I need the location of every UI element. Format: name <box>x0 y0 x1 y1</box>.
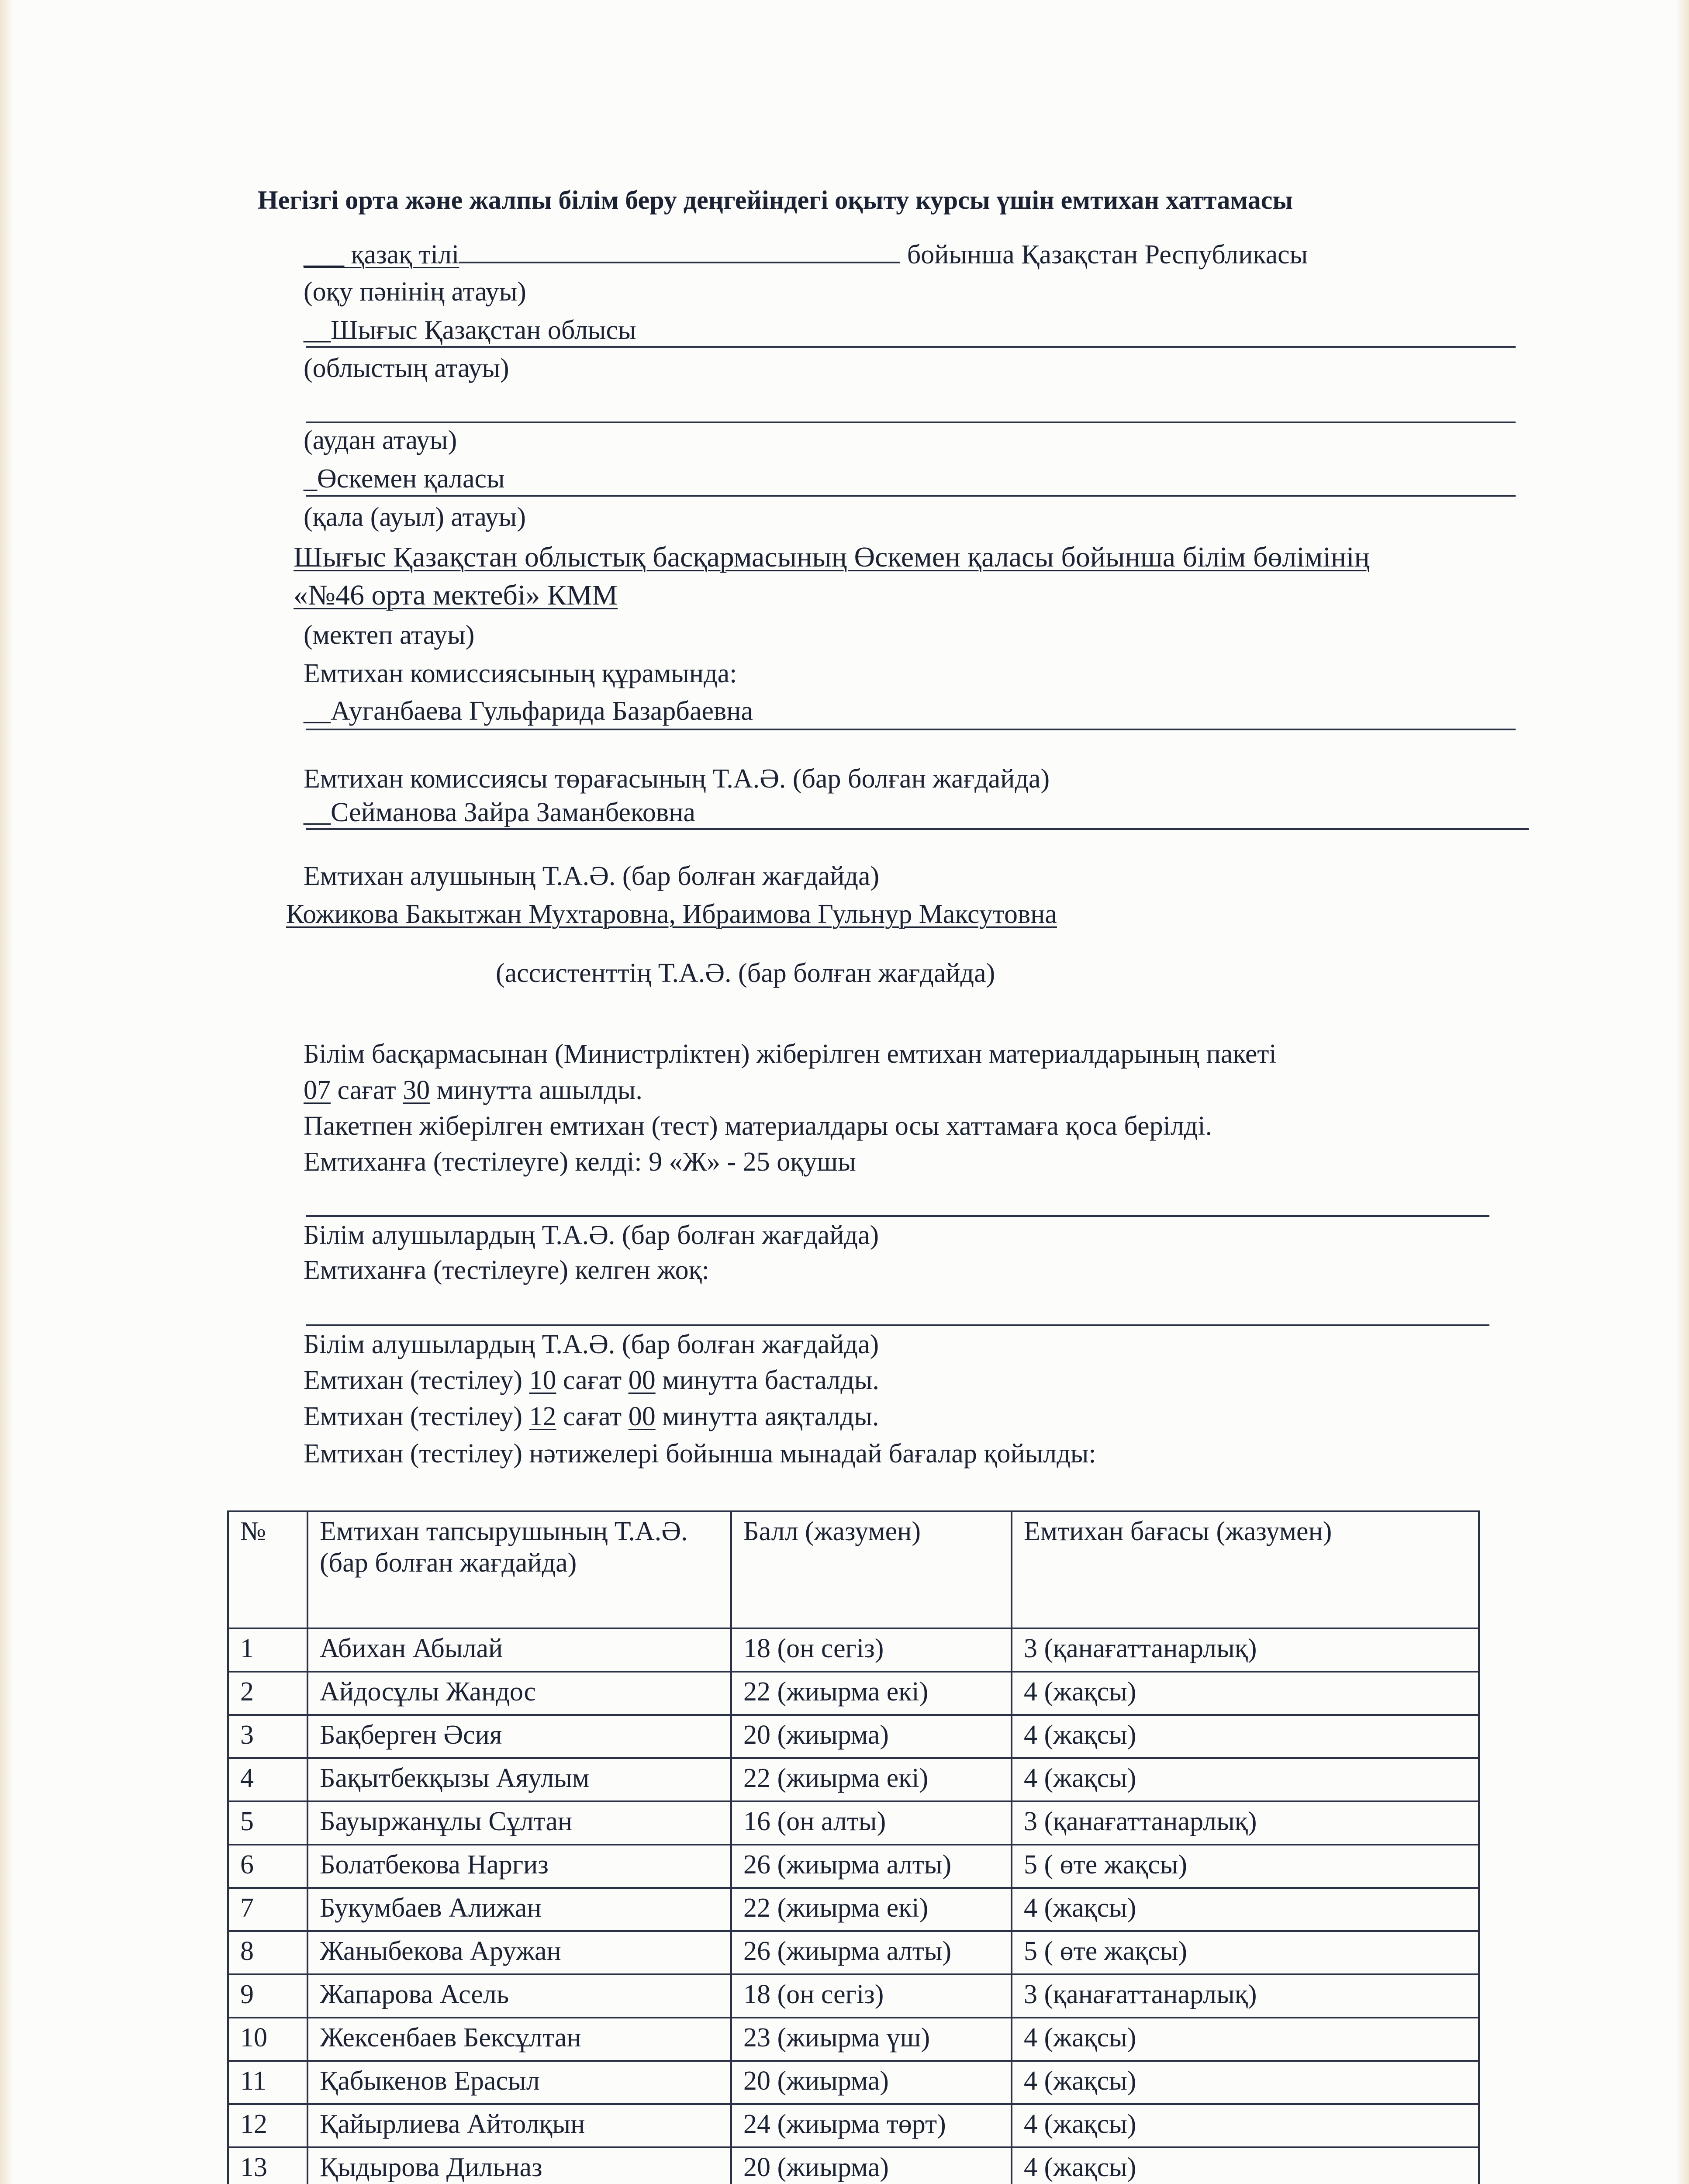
subject-suffix: бойынша Қазақстан Республикасы <box>907 240 1308 270</box>
score-text: 18 (он сегіз) <box>731 1628 1012 1672</box>
table-row <box>228 1628 1479 1672</box>
student-name: Болатбекова Наргиз <box>307 1845 731 1888</box>
row-number: 10 <box>228 2018 307 2061</box>
header-grade: Емтихан бағасы (жазумен) <box>1012 1511 1479 1628</box>
score-text: 23 (жиырма үш) <box>731 2018 1012 2061</box>
district-rule <box>306 422 1516 423</box>
end-line <box>304 1400 879 1433</box>
end-suffix: минутта аяқталды. <box>655 1402 879 1431</box>
student-name: Айдосұлы Жандос <box>307 1672 731 1715</box>
subject-value: қазақ тілі <box>351 240 459 270</box>
examiner-names: Кожикова Бакытжан Мухтаровна, Ибраимова Гульнур Максутовна <box>286 899 1057 929</box>
table-row <box>228 2061 1479 2104</box>
grades-body <box>228 1628 1479 2184</box>
grades-table <box>227 1510 1480 2184</box>
subject-prefix: ___ <box>304 240 351 270</box>
start-minute: 00 <box>628 1365 656 1395</box>
student-name: Жаныбекова Аружан <box>307 1931 731 1974</box>
chair-rule <box>306 828 1529 830</box>
student-name: Бақберген Әсия <box>307 1715 731 1758</box>
chair-label: Емтихан комиссиясы төрағасының Т.А.Ә. (бар болған жағдайда) <box>304 764 1050 794</box>
student-name: Бақытбекқызы Аяулым <box>307 1758 731 1801</box>
region-value: __Шығыс Қазақстан облысы <box>304 315 636 345</box>
table-row <box>228 1845 1479 1888</box>
header-name: Емтихан тапсырушының Т.А.Ә. (бар болған жағдайда) <box>307 1511 731 1628</box>
row-number: 7 <box>228 1888 307 1931</box>
score-text: 22 (жиырма екі) <box>731 1672 1012 1715</box>
row-number: 8 <box>228 1931 307 1974</box>
city-rule <box>306 495 1516 497</box>
school-name-line1: Шығыс Қазақстан облыстық басқармасының Өскемен қаласы бойынша білім бөлімінің <box>294 541 1370 573</box>
start-suffix: минутта басталды. <box>655 1365 879 1395</box>
score-text: 24 (жиырма төрт) <box>731 2104 1012 2147</box>
grade-text: 3 (қанағаттанарлық) <box>1012 1801 1479 1845</box>
subject-blank <box>459 262 900 263</box>
student-name: Бауыржанұлы Сұлтан <box>307 1801 731 1845</box>
commission-members: __Ауганбаева Гульфарида Базарбаевна <box>304 696 753 726</box>
grade-text: 4 (жақсы) <box>1012 1888 1479 1931</box>
score-text: 18 (он сегіз) <box>731 1974 1012 2018</box>
city-caption: (қала (ауыл) атауы) <box>304 502 526 532</box>
row-number: 5 <box>228 1801 307 1845</box>
school-caption: (мектеп атауы) <box>304 620 475 650</box>
score-text: 16 (он алты) <box>731 1801 1012 1845</box>
table-header-row <box>228 1511 1479 1628</box>
row-number: 11 <box>228 2061 307 2104</box>
attendees-caption: Білім алушылардың Т.А.Ә. (бар болған жағдайда) <box>304 1220 879 1250</box>
city-value: _Өскемен қаласы <box>304 464 505 494</box>
subject-caption: (оқу пәнінің атауы) <box>304 277 526 307</box>
student-name: Қабыкенов Ерасыл <box>307 2061 731 2104</box>
start-mid: сағат <box>556 1365 629 1395</box>
table-row <box>228 1672 1479 1715</box>
student-name: Жапарова Асель <box>307 1974 731 2018</box>
region-caption: (облыстың атауы) <box>304 353 509 383</box>
table-row <box>228 1931 1479 1974</box>
header-score: Балл (жазумен) <box>731 1511 1012 1628</box>
student-name: Қайырлиева Айтолқын <box>307 2104 731 2147</box>
score-text: 22 (жиырма екі) <box>731 1888 1012 1931</box>
table-row <box>228 2104 1479 2147</box>
document-title: Негізгі орта және жалпы білім беру деңгейіндегі оқыту курсы үшін емтихан хаттамасы <box>258 186 1293 214</box>
start-hour: 10 <box>529 1365 556 1395</box>
score-text: 20 (жиырма) <box>731 2147 1012 2184</box>
grade-text: 4 (жақсы) <box>1012 2147 1479 2184</box>
student-name: Букумбаев Алижан <box>307 1888 731 1931</box>
grade-text: 4 (жақсы) <box>1012 2061 1479 2104</box>
table-row <box>228 2147 1479 2184</box>
examiner-label: Емтихан алушының Т.А.Ә. (бар болған жағдайда) <box>304 861 880 891</box>
absent-caption: Білім алушылардың Т.А.Ә. (бар болған жағдайда) <box>304 1330 879 1359</box>
table-row <box>228 1888 1479 1931</box>
grade-text: 5 ( өте жақсы) <box>1012 1931 1479 1974</box>
table-row <box>228 2018 1479 2061</box>
subject-line <box>304 238 1308 271</box>
end-prefix: Емтихан (тестілеу) <box>304 1402 529 1431</box>
row-number: 9 <box>228 1974 307 2018</box>
package-minute-word: минутта ашылды. <box>430 1075 642 1105</box>
start-line <box>304 1364 879 1397</box>
student-name: Абихан Абылай <box>307 1628 731 1672</box>
row-number: 13 <box>228 2147 307 2184</box>
row-number: 2 <box>228 1672 307 1715</box>
score-text: 20 (жиырма) <box>731 1715 1012 1758</box>
grade-text: 3 (қанағаттанарлық) <box>1012 1974 1479 2018</box>
grade-text: 4 (жақсы) <box>1012 1672 1479 1715</box>
package-line1: Білім басқармасынан (Министрліктен) жіберілген емтихан материалдарының пакеті <box>304 1039 1277 1069</box>
table-row <box>228 1801 1479 1845</box>
grade-text: 4 (жақсы) <box>1012 1758 1479 1801</box>
row-number: 4 <box>228 1758 307 1801</box>
school-name-line2: «№46 орта мектебі» КММ <box>294 579 618 611</box>
student-name: Қыдырова Дильназ <box>307 2147 731 2184</box>
chair-name: __Сейманова Зайра Заманбековна <box>304 798 695 827</box>
grade-text: 5 ( өте жақсы) <box>1012 1845 1479 1888</box>
score-text: 22 (жиырма екі) <box>731 1758 1012 1801</box>
student-name: Жексенбаев Бексұлтан <box>307 2018 731 2061</box>
row-number: 12 <box>228 2104 307 2147</box>
assistant-caption: (ассистенттің Т.А.Ә. (бар болған жағдайда) <box>496 958 995 988</box>
scan-edge-right <box>1676 0 1689 2184</box>
region-rule <box>306 346 1516 348</box>
end-hour: 12 <box>529 1402 556 1431</box>
package-minute: 30 <box>403 1075 430 1105</box>
end-minute: 00 <box>628 1402 656 1431</box>
grade-text: 3 (қанағаттанарлық) <box>1012 1628 1479 1672</box>
grade-text: 4 (жақсы) <box>1012 2104 1479 2147</box>
header-number: № <box>228 1511 307 1628</box>
grade-text: 4 (жақсы) <box>1012 2018 1479 2061</box>
row-number: 6 <box>228 1845 307 1888</box>
commission-label: Емтихан комиссиясының құрамында: <box>304 659 737 688</box>
results-intro: Емтихан (тестілеу) нәтижелері бойынша мынадай бағалар қойылды: <box>304 1439 1096 1469</box>
attendees-rule <box>306 1215 1489 1217</box>
start-prefix: Емтихан (тестілеу) <box>304 1365 529 1395</box>
score-text: 26 (жиырма алты) <box>731 1931 1012 1974</box>
absent-rule <box>306 1324 1489 1326</box>
attended-line: Емтиханға (тестілеуге) келді: 9 «Ж» - 25 оқушы <box>304 1147 856 1177</box>
scan-edge-left <box>0 0 13 2184</box>
absent-label: Емтиханға (тестілеуге) келген жоқ: <box>304 1255 710 1285</box>
table-row <box>228 1974 1479 2018</box>
commission-rule <box>306 729 1516 730</box>
grade-text: 4 (жақсы) <box>1012 1715 1479 1758</box>
package-line3: Пакетпен жіберілген емтихан (тест) материалдары осы хаттамаға қоса берілді. <box>304 1111 1212 1141</box>
score-text: 20 (жиырма) <box>731 2061 1012 2104</box>
table-row <box>228 1758 1479 1801</box>
district-caption: (аудан атауы) <box>304 425 457 455</box>
end-mid: сағат <box>556 1402 629 1431</box>
package-hour: 07 <box>304 1075 331 1105</box>
row-number: 1 <box>228 1628 307 1672</box>
row-number: 3 <box>228 1715 307 1758</box>
score-text: 26 (жиырма алты) <box>731 1845 1012 1888</box>
package-hour-word: сағат <box>331 1075 403 1105</box>
package-line2 <box>304 1074 642 1107</box>
table-row <box>228 1715 1479 1758</box>
